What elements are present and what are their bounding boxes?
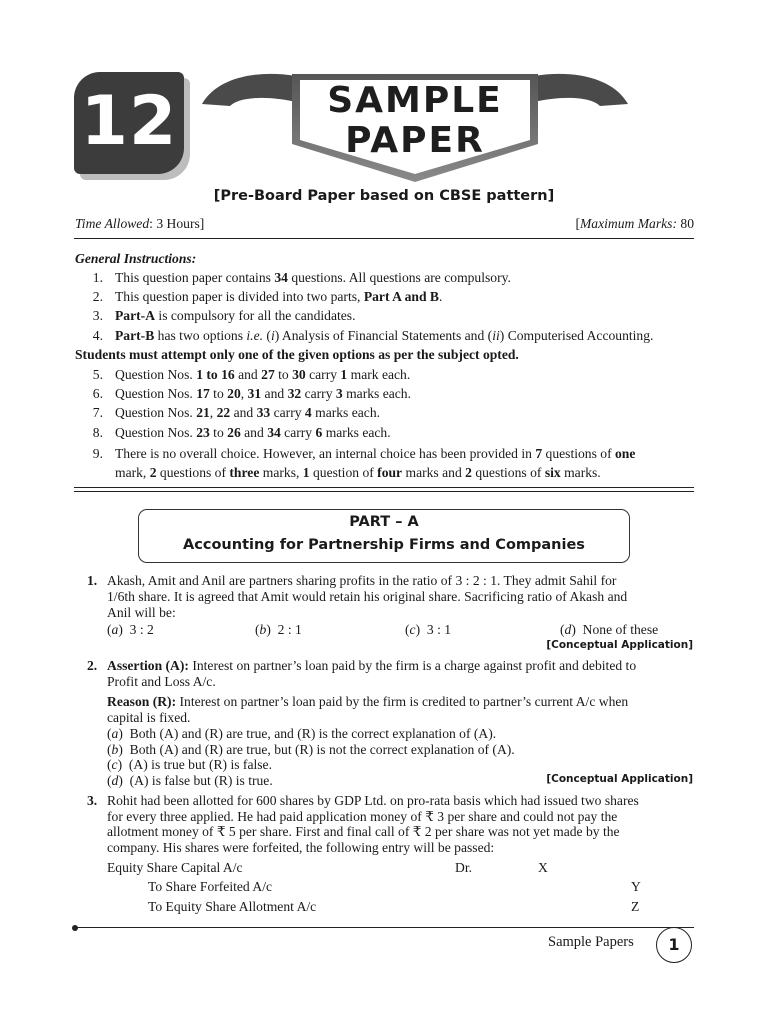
time-value: : 3 Hours] — [149, 216, 205, 231]
banner-right-curl — [534, 74, 628, 106]
instruction-number: 5. — [92, 367, 103, 382]
footer-divider — [74, 927, 694, 928]
part-title: PART – A — [349, 514, 419, 530]
journal-entry-credit: Y — [631, 879, 641, 894]
journal-entry-credit: Z — [631, 899, 640, 914]
instruction-number: 3. — [92, 308, 103, 323]
time-label: Time Allowed — [75, 216, 150, 231]
journal-entry-dr: Dr. — [455, 860, 472, 875]
q2-tag: [Conceptual Application] — [546, 773, 693, 785]
q2-assertion-cont: Profit and Loss A/c. — [107, 674, 216, 689]
q2-option-d: (d) (A) is false but (R) is true. — [107, 773, 273, 788]
journal-entry-account: To Equity Share Allotment A/c — [148, 899, 317, 914]
title-line-1: SAMPLE — [327, 80, 503, 121]
footer-bullet — [72, 925, 78, 931]
q2-assertion: Assertion (A): Interest on partner’s loan paid by the firm is a charge against profit and debited to — [107, 658, 637, 673]
instruction-number: 7. — [92, 405, 103, 420]
paper-number: 12 — [80, 82, 178, 161]
instructions-note: Students must attempt only one of the given options as per the subject opted. — [75, 347, 519, 362]
q1-line-2: 1/6th share. It is agreed that Amit would retain his original share. Sacrificing ratio of Akash and — [107, 589, 628, 604]
marks-value: 80 — [677, 216, 694, 231]
q3-line-4: company. His shares were forfeited, the following entry will be passed: — [107, 840, 495, 855]
part-subtitle: Accounting for Partnership Firms and Companies — [183, 537, 585, 553]
instructions-heading: General Instructions: — [75, 251, 197, 266]
question-number: 1. — [87, 573, 98, 588]
instruction-number: 2. — [92, 289, 103, 304]
journal-entry-account: Equity Share Capital A/c — [107, 860, 243, 875]
q2-reason: Reason (R): Interest on partner’s loan paid by the firm is credited to partner’s current A/c when — [107, 694, 629, 709]
instruction-number: 6. — [92, 386, 103, 401]
q3-line-2: for every three applied. He had paid application money of ₹ 3 per share and could not pay the — [107, 809, 618, 824]
marks-prefix: [ — [575, 216, 580, 231]
header-divider — [74, 238, 694, 239]
q1-option-b: (b) 2 : 1 — [255, 622, 302, 637]
q1-line-1: Akash, Amit and Anil are partners sharing profits in the ratio of 3 : 2 : 1. They admit Sahil for — [107, 573, 617, 588]
q1-line-3: Anil will be: — [107, 605, 176, 620]
page-number: 1 — [656, 927, 692, 963]
journal-entry-account: To Share Forfeited A/c — [148, 879, 273, 894]
q1-option-a: (a) 3 : 2 — [107, 622, 154, 637]
question-number: 3. — [87, 793, 98, 808]
q3-line-3: allotment money of ₹ 5 per share. First and final call of ₹ 2 per share was not yet made by the — [107, 824, 620, 839]
instructions-divider-2 — [74, 491, 694, 492]
journal-entry-debit: X — [538, 860, 548, 875]
instruction-9-cont: mark, 2 questions of three marks, 1 question of four marks and 2 questions of six marks. — [115, 465, 601, 480]
instructions-divider-1 — [74, 487, 694, 488]
maximum-marks — [575, 214, 694, 233]
instruction-number: 4. — [92, 328, 103, 343]
q1-option-c: (c) 3 : 1 — [405, 622, 452, 637]
instruction-number: 8. — [92, 425, 103, 440]
banner-left-curl — [202, 74, 296, 106]
q3-line-1: Rohit had been allotted for 600 shares by GDP Ltd. on pro-rata basis which had issued two shares — [107, 793, 639, 808]
question-number: 2. — [87, 658, 98, 673]
q2-option-c: (c) (A) is true but (R) is false. — [107, 757, 272, 772]
q1-tag: [Conceptual Application] — [546, 639, 693, 651]
time-allowed — [75, 214, 204, 233]
instruction-number: 1. — [92, 270, 103, 285]
marks-label: Maximum Marks: — [579, 216, 677, 231]
footer-label: Sample Papers — [548, 934, 634, 950]
instruction-number: 9. — [92, 446, 103, 461]
paper-subtitle: [Pre-Board Paper based on CBSE pattern] — [213, 188, 555, 204]
q1-option-d: (d) None of these — [560, 622, 659, 637]
q2-option-a: (a) Both (A) and (R) are true, and (R) is the correct explanation of (A). — [107, 726, 497, 741]
q2-option-b: (b) Both (A) and (R) are true, but (R) is not the correct explanation of (A). — [107, 742, 515, 757]
q2-reason-cont: capital is fixed. — [107, 710, 191, 725]
title-line-2: PAPER — [345, 120, 485, 161]
